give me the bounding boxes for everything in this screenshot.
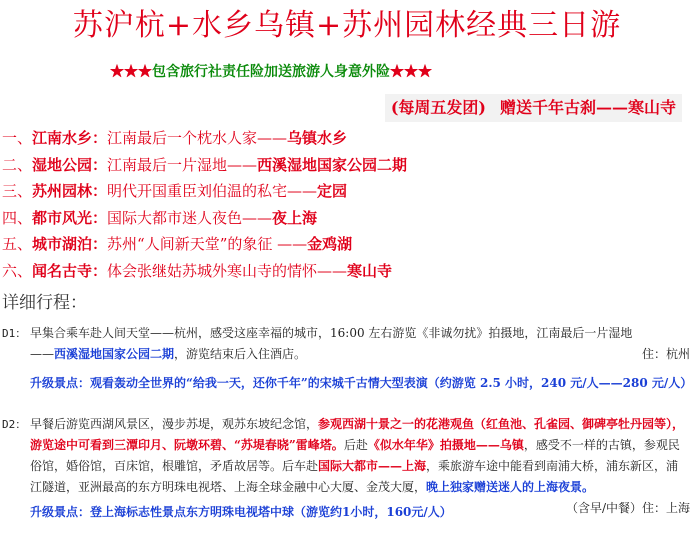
day-text: ，感受不一样的古镇，参观民俗馆，婚俗馆，百床馆，根雕馆，矛盾故居等。后车赴: [30, 438, 680, 473]
upgrade-note: 升级景点：观看轰动全世界的“给我一天，还你千年”的宋城千古情大型表演（约游览 2.5 小时，240 元/人——280 元/人）: [30, 376, 693, 390]
day-1: [2, 323, 693, 394]
highlight-name: 西溪湿地国家公园二期: [257, 155, 408, 174]
day-text: 后赴: [343, 438, 368, 452]
day-text: ，游览结束后入住酒店。: [174, 347, 307, 361]
highlight-number: 四、: [2, 208, 33, 227]
day-text: ，乘旅游车途中能看到南浦大桥，浦东新区，浦江隧道，亚洲最高的东方明珠电视塔、上海全球金融中心大厦、金茂大厦，: [30, 459, 679, 494]
stars-icon: ★★★: [110, 64, 152, 80]
highlights-list: [2, 125, 407, 284]
highlight-name: 金鸡湖: [307, 235, 353, 253]
highlight-key: 都市风光：: [32, 208, 108, 227]
highlight-name: 乌镇水乡: [287, 129, 348, 147]
day-highlight: 国际大都市——上海: [318, 459, 427, 473]
day-highlight: 晚上独家赠送迷人的上海夜景。: [426, 480, 595, 494]
highlight-desc: 江南最后一片湿地——: [107, 155, 258, 174]
highlight-number: 一、: [2, 129, 33, 147]
day-text: 早餐后游览西湖风景区，漫步苏堤，观苏东坡纪念馆，: [30, 417, 319, 431]
highlight-item: [2, 152, 407, 179]
day-body: [30, 323, 690, 365]
lodging-note: （含早/中餐）住：上海: [565, 501, 690, 515]
highlight-desc: 体会张继姑苏城外寒山寺的情怀——: [107, 261, 348, 280]
gift-text: 赠送千年古刹——寒山寺: [499, 98, 676, 117]
highlight-item: [2, 205, 407, 232]
highlight-number: 六、: [2, 261, 33, 280]
highlight-name: 定园: [317, 182, 348, 200]
day-label: D1：: [2, 327, 27, 340]
departure-note: (每周五发团): [390, 98, 486, 117]
highlight-number: 五、: [2, 235, 33, 253]
highlight-number: 二、: [2, 155, 33, 174]
highlight-item: [2, 231, 407, 258]
highlight-desc: 江南最后一个枕水人家——: [107, 129, 288, 147]
highlight-key: 闻名古寺：: [32, 261, 108, 280]
highlight-key: 湿地公园：: [32, 155, 108, 174]
upgrade-note: 升级景点：登上海标志性景点东方明珠电视塔中球（游览约1小时，160元/人）: [30, 505, 452, 519]
highlight-item: [2, 125, 407, 152]
lodging-note: 住：杭州: [641, 347, 690, 361]
promo-banner: [385, 94, 682, 122]
highlight-key: 苏州园林：: [32, 182, 108, 200]
day-text: 早集合乘车赴人间天堂——杭州，感受这座幸福的城市，16:00 左右游览《非诚勿扰》拍摄地，江南最后一片湿地——: [30, 326, 633, 361]
highlight-key: 城市湖泊：: [32, 235, 108, 253]
day-highlight: 《似水年华》拍摄地——乌镇: [367, 438, 524, 452]
day-highlight: 参观西湖十景之一的花港观鱼（红鱼池、孔雀园、御碑亭牡丹园等），游览途中可看到三潭印月、阮墩环碧、“苏堤春晓”雷峰塔。: [30, 417, 685, 452]
day-2: [2, 414, 690, 523]
highlight-desc: 苏州“人间新天堂”的象征 ——: [107, 235, 308, 253]
insurance-banner: [110, 62, 432, 82]
highlight-item: [2, 258, 407, 285]
highlight-name: 夜上海: [272, 208, 318, 227]
highlight-key: 江南水乡：: [32, 129, 108, 147]
highlight-name: 寒山寺: [347, 261, 393, 280]
page-title: 苏沪杭+水乡乌镇+苏州园林经典三日游: [72, 8, 622, 43]
day-highlight: 西溪湿地国家公园二期: [54, 347, 175, 361]
itinerary-heading: 详细行程：: [2, 293, 87, 313]
stars-icon: ★★★: [390, 64, 432, 80]
highlight-item: [2, 178, 407, 205]
highlight-desc: 明代开国重臣刘伯温的私宅——: [107, 182, 318, 200]
highlight-number: 三、: [2, 182, 33, 200]
insurance-text: 包含旅行社责任险加送旅游人身意外险: [152, 64, 390, 80]
day-label: D2：: [2, 418, 27, 431]
highlight-desc: 国际大都市迷人夜色——: [107, 208, 273, 227]
